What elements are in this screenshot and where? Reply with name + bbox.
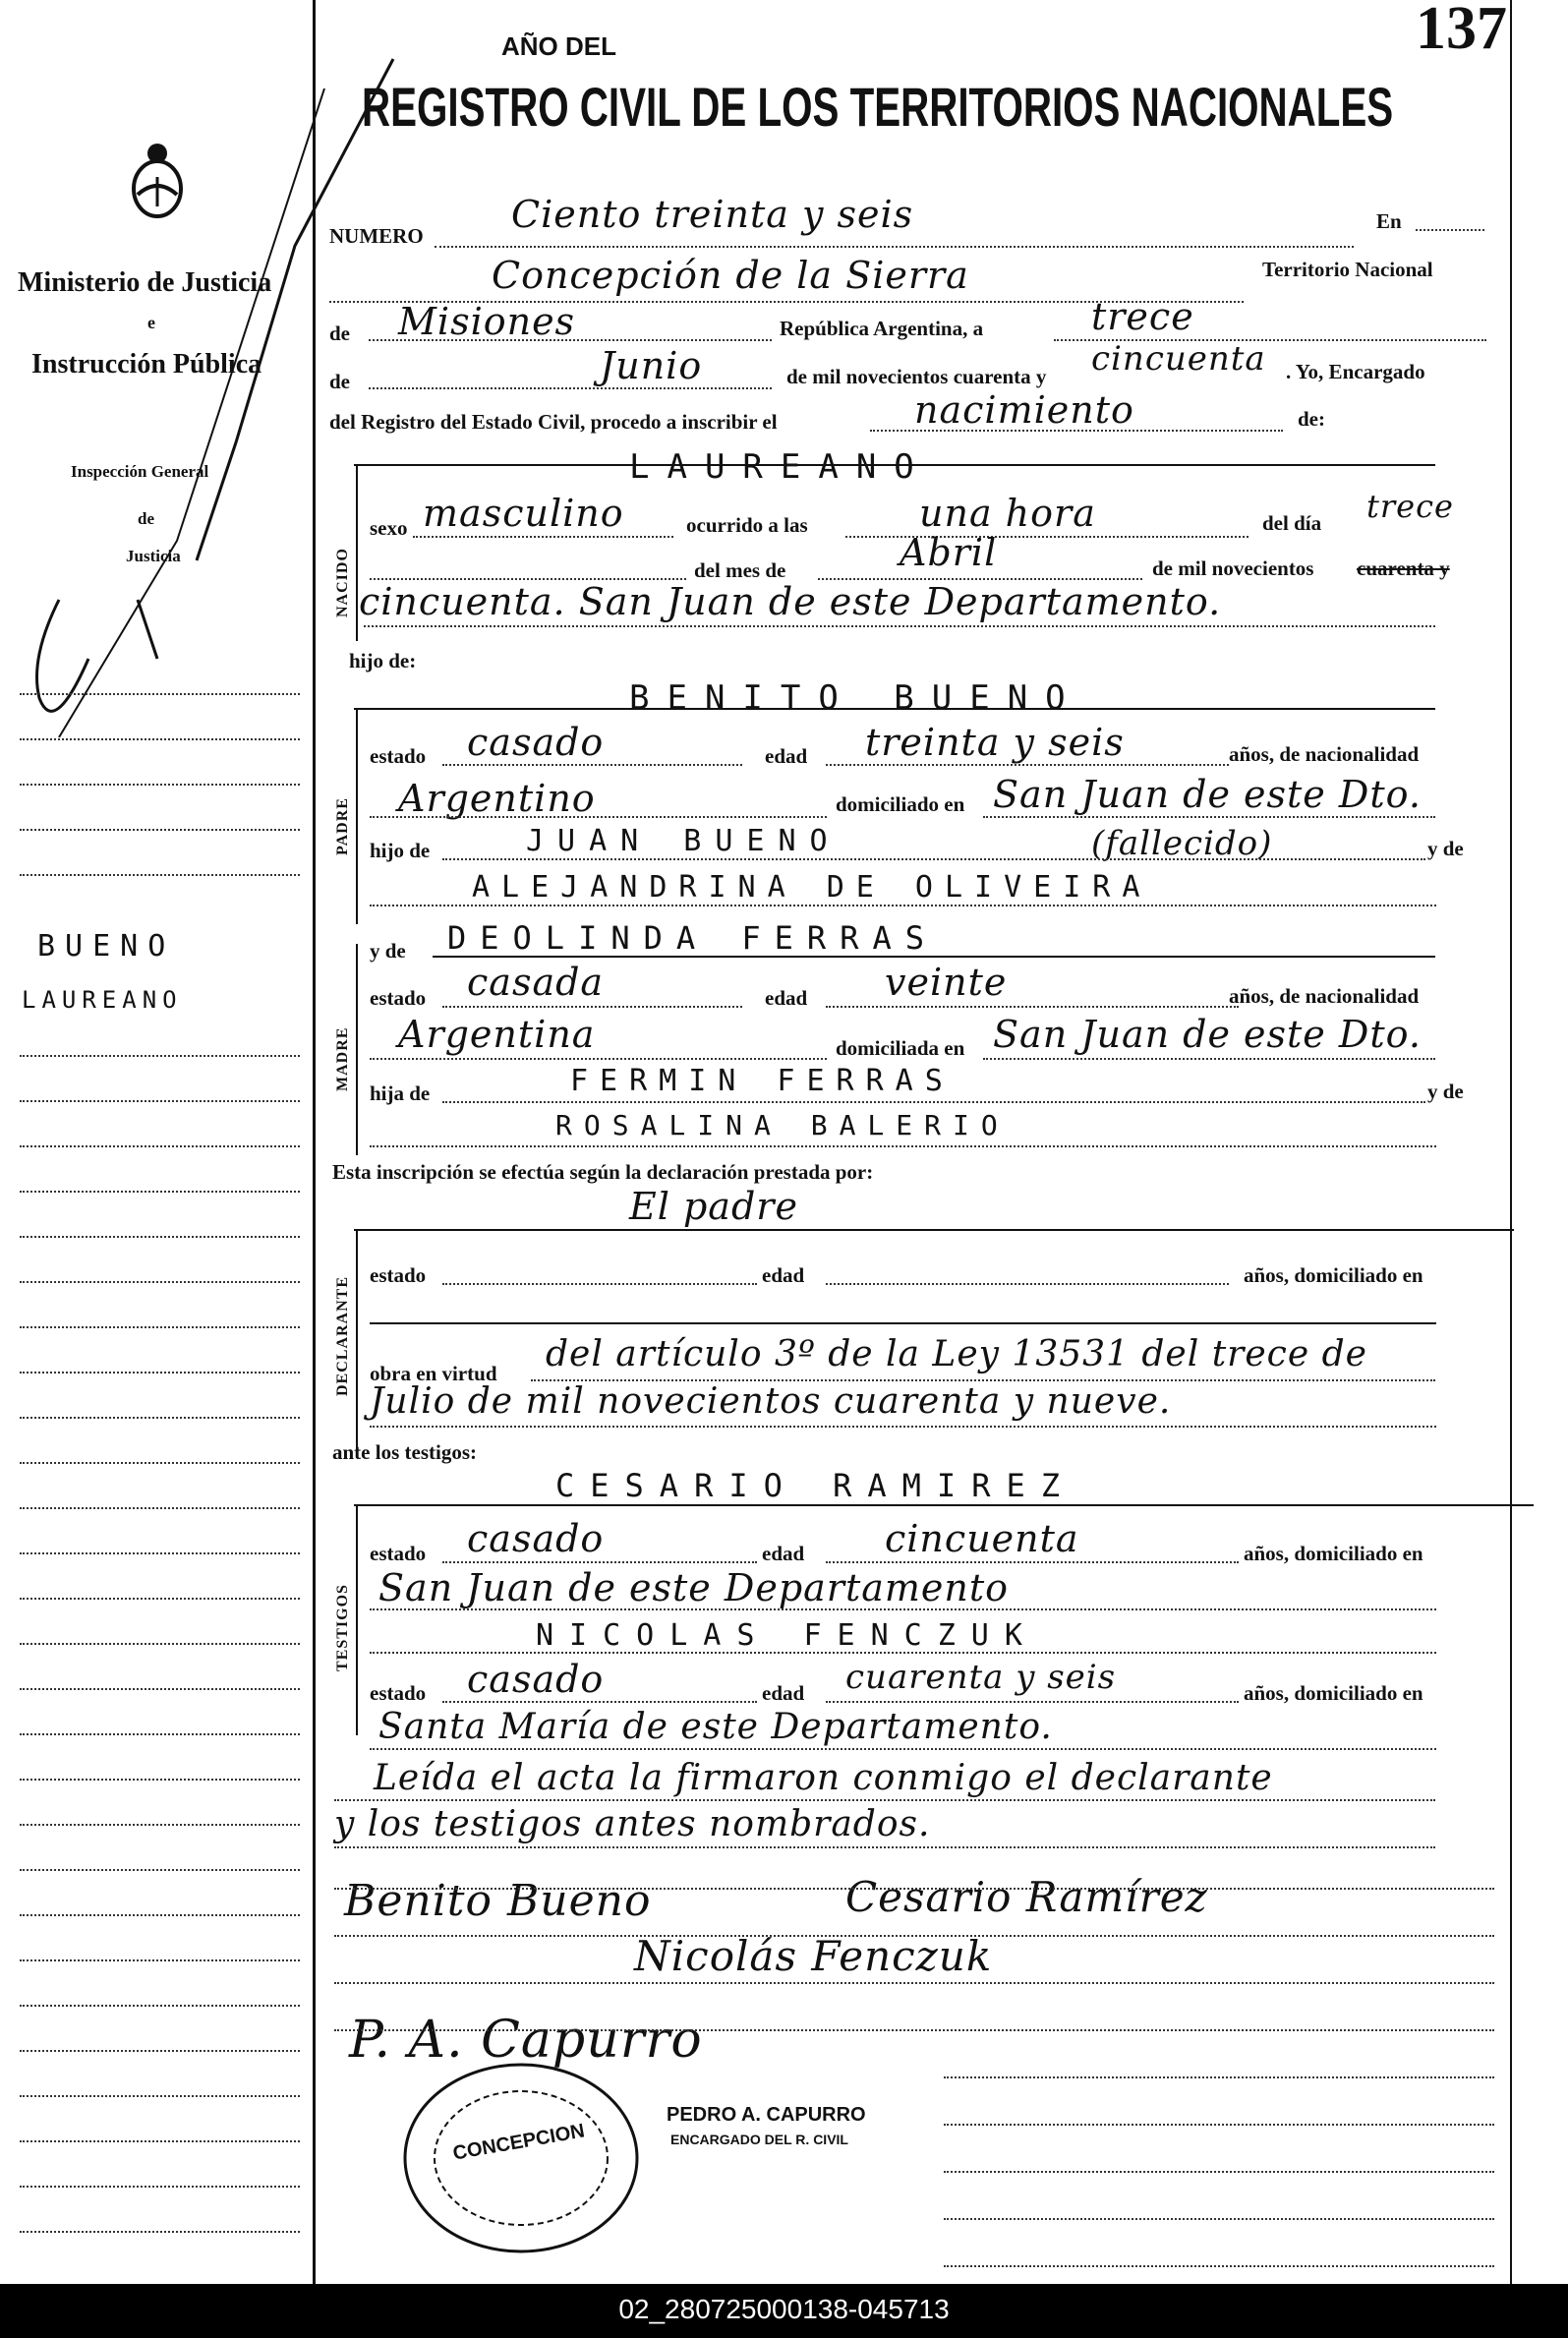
closing-line-1-rule xyxy=(334,1799,1435,1801)
year-place-line xyxy=(364,625,1435,627)
en-line xyxy=(1416,229,1484,231)
sexo-value: masculino xyxy=(423,492,624,535)
nacido-top-line xyxy=(354,464,1435,466)
margin-ruled-line xyxy=(20,1326,300,1328)
child-name: LAUREANO xyxy=(629,447,932,487)
testigo1-edad-line xyxy=(826,1561,1239,1563)
madre-y-de: y de xyxy=(370,939,406,963)
madre-edad-value: veinte xyxy=(885,961,1008,1004)
de-label: de xyxy=(329,321,350,345)
madre-mother-name: ROSALINA BALERIO xyxy=(555,1109,1010,1141)
padre-estado-value: casado xyxy=(467,721,605,764)
testigo2-name-line xyxy=(370,1652,1436,1654)
margin-ruled-line xyxy=(20,2005,300,2007)
madre-hija-line xyxy=(442,1101,1425,1103)
signature-cesario-ramirez: Cesario Ramírez xyxy=(845,1873,1208,1921)
hora-value: una hora xyxy=(919,492,1096,535)
obra-label: obra en virtud xyxy=(370,1362,497,1385)
madre-name: DEOLINDA FERRAS xyxy=(447,919,938,957)
margin-ruled-line xyxy=(20,1643,300,1645)
signature-ruled-line xyxy=(334,1888,1494,1890)
margin-ruled-line xyxy=(20,1236,300,1238)
madre-estado-label: estado xyxy=(370,986,427,1010)
margin-ruled-line xyxy=(20,1869,300,1871)
testigo1-estado-line xyxy=(442,1561,757,1563)
margin-ruled-line xyxy=(20,1281,300,1283)
testigo2-anos-label: años, domiciliado en xyxy=(1244,1681,1423,1705)
act-line xyxy=(870,430,1283,432)
testigo2-edad-value: cuarenta y seis xyxy=(845,1658,1117,1697)
inspeccion-general: Inspección General xyxy=(71,462,209,481)
madre-estado-line xyxy=(442,1006,742,1008)
margin-scribble-icon xyxy=(0,49,413,737)
declarante-estado-line xyxy=(442,1283,757,1285)
declarante-bracket xyxy=(356,1229,358,1455)
de-label-2: de xyxy=(329,370,350,393)
margin-ruled-line xyxy=(20,2050,300,2052)
padre-edad-value: treinta y seis xyxy=(865,721,1125,764)
month-line xyxy=(369,387,772,389)
madre-domiciliada-label: domiciliada en xyxy=(836,1036,965,1060)
testigo1-estado-value: casado xyxy=(467,1517,605,1560)
year-value: cincuenta xyxy=(1091,339,1266,379)
territorio-label: Territorio Nacional xyxy=(1262,258,1433,281)
territory-value: Misiones xyxy=(398,300,576,343)
territory-line xyxy=(369,339,772,341)
margin-ruled-line xyxy=(20,2231,300,2233)
signature-ruled-line xyxy=(944,2124,1494,2126)
madre-section-label: MADRE xyxy=(334,1026,351,1091)
struck-text: cuarenta y xyxy=(1357,556,1450,580)
right-border xyxy=(1510,0,1512,2284)
padre-edad-label: edad xyxy=(765,744,808,768)
declarante-anos-label: años, domiciliado en xyxy=(1244,1263,1423,1287)
month-value: Junio xyxy=(600,344,703,387)
signature-ruled-line xyxy=(334,1935,1494,1937)
place-value: Concepción de la Sierra xyxy=(492,254,969,297)
signature-benito-bueno: Benito Bueno xyxy=(344,1876,652,1926)
de2-label: de: xyxy=(1298,407,1325,431)
margin-ruled-line xyxy=(20,1733,300,1735)
republica-label: República Argentina, a xyxy=(780,317,984,340)
margin-ruled-line xyxy=(20,1914,300,1916)
closing-line-2: y los testigos antes nombrados. xyxy=(334,1804,931,1844)
margin-ruled-line xyxy=(20,1824,300,1826)
margin-ruled-line xyxy=(20,2095,300,2097)
footer-image-id: 02_280725000138-045713 xyxy=(618,2294,950,2324)
seal-text: CONCEPCION xyxy=(451,2120,587,2165)
inspeccion-de: de xyxy=(138,509,154,528)
padre-estado-label: estado xyxy=(370,744,427,768)
madre-father-name: FERMIN FERRAS xyxy=(570,1064,955,1098)
signature-nicolas-fenczuk: Nicolás Fenczuk xyxy=(634,1932,993,1980)
signature-ruled-line xyxy=(334,1982,1494,1984)
testigos-section-label: TESTIGOS xyxy=(334,1584,351,1671)
hijo-label: hijo de: xyxy=(349,649,417,672)
ministry-line3: Instrucción Pública xyxy=(31,349,262,380)
madre-anos-label: años, de nacionalidad xyxy=(1229,984,1420,1008)
nacido-section-label: NACIDO xyxy=(334,548,351,617)
signature-ruled-line xyxy=(944,2171,1494,2173)
act-value: nacimiento xyxy=(914,388,1134,432)
padre-hijo-line xyxy=(442,858,1425,860)
closing-line-1: Leída el acta la firmaron conmigo el declarante xyxy=(374,1758,1273,1798)
margin-ruled-line xyxy=(20,1462,300,1464)
testigos-bracket xyxy=(356,1504,358,1735)
sexo-line xyxy=(413,536,673,538)
dia-value: trece xyxy=(1366,488,1454,525)
ministry-line2: e xyxy=(147,313,155,332)
ministry-line1: Ministerio de Justicia xyxy=(18,267,272,298)
mes-value: Abril xyxy=(900,531,998,574)
margin-ruled-line xyxy=(20,784,300,786)
numero-label: NUMERO xyxy=(329,224,424,248)
closing-line-2-rule xyxy=(334,1846,1435,1848)
margin-ruled-line xyxy=(20,1145,300,1147)
margin-ruled-line xyxy=(20,2140,300,2142)
madre-mother-line xyxy=(370,1145,1436,1147)
signature-ruled-line xyxy=(944,2218,1494,2220)
padre-domiciliado-label: domiciliado en xyxy=(836,792,965,816)
madre-domicilio-line xyxy=(983,1058,1435,1060)
obra-value: del artículo 3º de la Ley 13531 del trece de xyxy=(546,1334,1367,1374)
margin-ruled-line xyxy=(20,1417,300,1419)
testigo1-anos-label: años, domiciliado en xyxy=(1244,1542,1423,1565)
nacido-bracket xyxy=(356,464,358,641)
padre-domicilio-line xyxy=(983,816,1435,818)
padre-nacionalidad-value: Argentino xyxy=(398,777,596,820)
official-seal-icon xyxy=(393,2055,649,2261)
padre-hijo-label: hijo de xyxy=(370,839,431,862)
padre-father-name: JUAN BUENO xyxy=(526,824,842,858)
signature-capurro: P. A. Capurro xyxy=(349,2011,703,2070)
margin-ruled-line xyxy=(20,2186,300,2188)
signature-ruled-line xyxy=(944,2265,1494,2267)
numero-value: Ciento treinta y seis xyxy=(511,193,914,236)
padre-top-line xyxy=(354,708,1435,710)
madre-top-line xyxy=(433,956,1435,958)
declarante-section-label: DECLARANTE xyxy=(334,1275,351,1396)
madre-nacionalidad-line xyxy=(370,1058,827,1060)
footer-bar xyxy=(0,2284,1568,2338)
padre-nacionalidad-line xyxy=(370,816,827,818)
madre-edad-label: edad xyxy=(765,986,808,1010)
testigo1-edad-label: edad xyxy=(762,1542,805,1565)
padre-section-label: PADRE xyxy=(334,797,351,855)
padre-anos-label: años, de nacionalidad xyxy=(1229,742,1420,766)
padre-mother-line xyxy=(370,905,1436,906)
testigo1-edad-value: cincuenta xyxy=(885,1517,1079,1560)
madre-domicilio-value: San Juan de este Dto. xyxy=(993,1013,1422,1056)
madre-nacionalidad-value: Argentina xyxy=(398,1013,596,1056)
sexo-label: sexo xyxy=(370,516,408,540)
testigo1-domicilio: San Juan de este Departamento xyxy=(378,1566,1010,1609)
obra-line-2 xyxy=(370,1426,1436,1428)
margin-given-name: LAUREANO xyxy=(22,986,183,1014)
registro-label: del Registro del Estado Civil, procedo a inscribir el xyxy=(329,410,778,434)
madre-estado-value: casada xyxy=(467,961,605,1004)
testigo2-edad-label: edad xyxy=(762,1681,805,1705)
margin-ruled-line xyxy=(20,693,300,695)
ocurrido-label: ocurrido a las xyxy=(686,513,808,537)
padre-edad-line xyxy=(826,764,1229,766)
madre-hija-label: hija de xyxy=(370,1081,431,1105)
inspeccion-justicia: Justicia xyxy=(126,547,181,565)
testigo2-edad-line xyxy=(826,1701,1239,1703)
margin-ruled-line xyxy=(20,1055,300,1057)
padre-estado-line xyxy=(442,764,742,766)
padre-domicilio-value: San Juan de este Dto. xyxy=(993,773,1422,816)
obra-value-2: Julio de mil novecientos cuarenta y nueve. xyxy=(370,1381,1172,1422)
mil-label: de mil novecientos xyxy=(1152,556,1314,580)
margin-ruled-line xyxy=(20,1779,300,1781)
testigo1-name: CESARIO RAMIREZ xyxy=(555,1467,1075,1504)
margin-ruled-line xyxy=(20,738,300,740)
margin-ruled-line xyxy=(20,1372,300,1374)
declarante-edad-line xyxy=(826,1283,1229,1285)
declarante-edad-label: edad xyxy=(762,1263,805,1287)
testigo1-estado-label: estado xyxy=(370,1542,427,1565)
margin-ruled-line xyxy=(20,1552,300,1554)
margin-ruled-line xyxy=(20,1191,300,1193)
margin-ruled-line xyxy=(20,1688,300,1690)
padre-mother-name: ALEJANDRINA DE OLIVEIRA xyxy=(472,870,1152,905)
testigos-intro: ante los testigos: xyxy=(332,1440,477,1464)
madre-edad-line xyxy=(826,1006,1239,1008)
declarante-top-line xyxy=(354,1229,1514,1231)
mes-label: del mes de xyxy=(694,558,786,582)
margin-ruled-line xyxy=(20,874,300,876)
declarante-value: El padre xyxy=(629,1185,798,1228)
year-label: de mil novecientos cuarenta y xyxy=(786,365,1047,388)
year-place-value: cincuenta. San Juan de este Departamento. xyxy=(359,580,1222,623)
numero-line xyxy=(435,246,1354,248)
declarante-estado-label: estado xyxy=(370,1263,427,1287)
testigo2-estado-label: estado xyxy=(370,1681,427,1705)
testigo2-name: NICOLAS FENCZUK xyxy=(536,1618,1038,1653)
testigo2-estado-value: casado xyxy=(467,1658,605,1701)
madre-bracket xyxy=(356,944,358,1155)
ano-del-label: AÑO DEL xyxy=(501,31,616,61)
testigo2-domicilio-line xyxy=(370,1748,1436,1750)
page-number: 137 xyxy=(1416,0,1507,62)
madre-y-de-2: y de xyxy=(1427,1080,1464,1103)
padre-y-de: y de xyxy=(1427,837,1464,860)
margin-ruled-line xyxy=(20,1959,300,1961)
declarante-intro: Esta inscripción se efectúa según la declaración prestada por: xyxy=(332,1160,874,1184)
testigo2-estado-line xyxy=(442,1701,757,1703)
padre-bracket xyxy=(356,708,358,924)
margin-ruled-line xyxy=(20,829,300,831)
register-title: REGISTRO CIVIL DE LOS TERRITORIOS NACIONALES xyxy=(362,76,1394,138)
declarante-mid-line xyxy=(370,1322,1436,1324)
signature-ruled-line xyxy=(334,2029,1494,2031)
testigo1-domicilio-line xyxy=(370,1608,1436,1610)
padre-fallecido: (fallecido) xyxy=(1091,824,1273,863)
testigo2-domicilio: Santa María de este Departamento. xyxy=(378,1707,1053,1747)
margin-ruled-line xyxy=(20,1507,300,1509)
day-value: trece xyxy=(1091,295,1194,338)
yo-label: . Yo, Encargado xyxy=(1286,360,1425,383)
margin-surname: BUENO xyxy=(37,929,176,964)
officer-title: ENCARGADO DEL R. CIVIL xyxy=(670,2132,848,2147)
padre-name: BENITO BUENO xyxy=(629,678,1083,718)
margin-ruled-line xyxy=(20,1598,300,1600)
signature-ruled-line xyxy=(944,2076,1494,2078)
en-label: En xyxy=(1376,209,1402,233)
del-dia-label: del día xyxy=(1262,511,1322,535)
officer-name: PEDRO A. CAPURRO xyxy=(667,2104,866,2126)
margin-ruled-line xyxy=(20,1100,300,1102)
testigos-top-line xyxy=(354,1504,1534,1506)
